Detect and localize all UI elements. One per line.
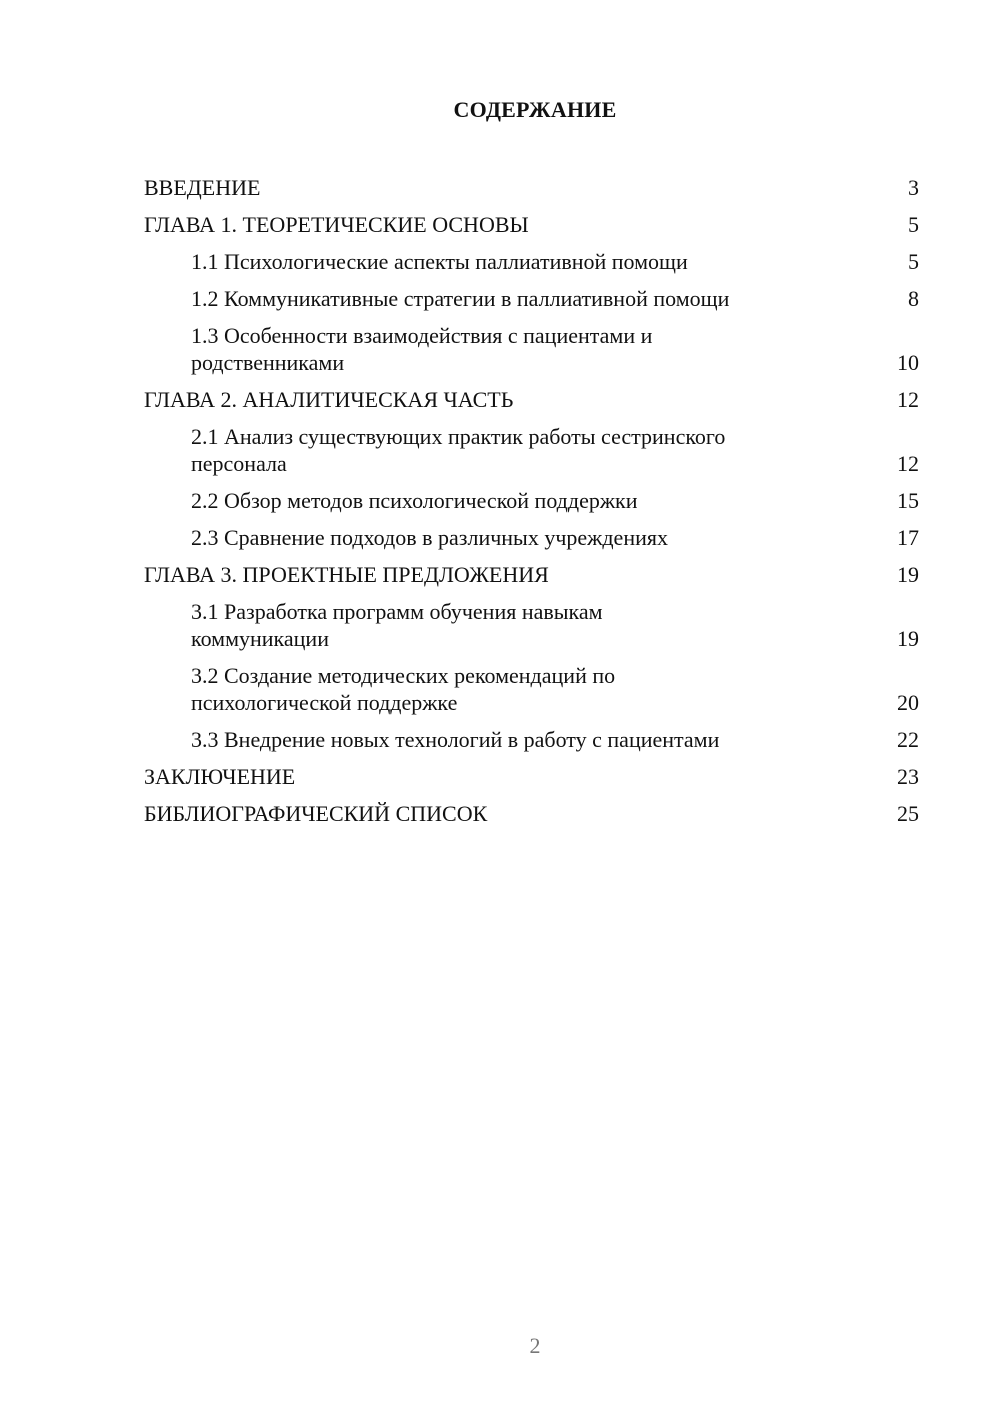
- toc-entry-section-2-3[interactable]: [144, 519, 919, 556]
- toc-entry-page: 25: [897, 801, 919, 826]
- toc-entry-label: ГЛАВА 3. ПРОЕКТНЫЕ ПРЕДЛОЖЕНИЯ: [144, 562, 549, 587]
- toc-entry-page: 5: [908, 212, 919, 237]
- toc-entry-chapter-3[interactable]: [144, 556, 919, 593]
- toc-entry-page: 15: [897, 488, 919, 513]
- toc-entry-label: 2.3 Сравнение подходов в различных учреждениях: [191, 525, 668, 550]
- toc-entry-label: 3.2 Создание методических рекомендаций по психологической поддержке: [191, 663, 616, 715]
- toc-entry-label: ВВЕДЕНИЕ: [144, 175, 261, 200]
- toc-entry-section-3-2[interactable]: [144, 657, 919, 721]
- toc-entry-page: 3: [908, 175, 919, 200]
- toc-entry-page: 10: [897, 350, 919, 375]
- table-of-contents: [144, 169, 919, 832]
- toc-entry-page: 19: [897, 626, 919, 651]
- toc-entry-label: 1.2 Коммуникативные стратегии в паллиативной помощи: [191, 286, 730, 311]
- page-title: СОДЕРЖАНИЕ: [453, 97, 617, 122]
- toc-entry-label: 2.1 Анализ существующих практик работы сестринского персонала: [191, 424, 726, 476]
- toc-entry-page: 23: [897, 764, 919, 789]
- toc-entry-page: 8: [908, 286, 919, 311]
- toc-entry-section-3-3[interactable]: [144, 721, 919, 758]
- toc-entry-label: 2.2 Обзор методов психологической поддержки: [191, 488, 638, 513]
- toc-entry-page: 17: [897, 525, 919, 550]
- toc-entry-page: 22: [897, 727, 919, 752]
- toc-entry-page: 12: [897, 387, 919, 412]
- toc-entry-page: 5: [908, 249, 919, 274]
- toc-entry-introduction[interactable]: [144, 169, 919, 206]
- toc-entry-section-1-1[interactable]: [144, 243, 919, 280]
- toc-entry-conclusion[interactable]: [144, 758, 919, 795]
- toc-entry-label: ГЛАВА 2. АНАЛИТИЧЕСКАЯ ЧАСТЬ: [144, 387, 514, 412]
- toc-entry-page: 19: [897, 562, 919, 587]
- toc-entry-label: 1.1 Психологические аспекты паллиативной помощи: [191, 249, 688, 274]
- toc-entry-label: 3.1 Разработка программ обучения навыкам коммуникации: [191, 599, 603, 651]
- toc-entry-label: БИБЛИОГРАФИЧЕСКИЙ СПИСОК: [144, 801, 488, 826]
- toc-entry-section-2-2[interactable]: [144, 482, 919, 519]
- toc-entry-label: 3.3 Внедрение новых технологий в работу с пациентами: [191, 727, 720, 752]
- toc-entry-chapter-1[interactable]: [144, 206, 919, 243]
- toc-entry-section-1-2[interactable]: [144, 280, 919, 317]
- page-number: 2: [529, 1333, 541, 1358]
- toc-entry-section-3-1[interactable]: [144, 593, 919, 657]
- toc-entry-page: 20: [897, 690, 919, 715]
- toc-entry-page: 12: [897, 451, 919, 476]
- toc-entry-chapter-2[interactable]: [144, 381, 919, 418]
- toc-entry-section-1-3[interactable]: [144, 317, 919, 381]
- toc-entry-label: ГЛАВА 1. ТЕОРЕТИЧЕСКИЕ ОСНОВЫ: [144, 212, 529, 237]
- toc-entry-label: 1.3 Особенности взаимодействия с пациентами и родственниками: [191, 323, 653, 375]
- toc-entry-label: ЗАКЛЮЧЕНИЕ: [144, 764, 296, 789]
- toc-entry-bibliography[interactable]: [144, 795, 919, 832]
- toc-entry-section-2-1[interactable]: [144, 418, 919, 482]
